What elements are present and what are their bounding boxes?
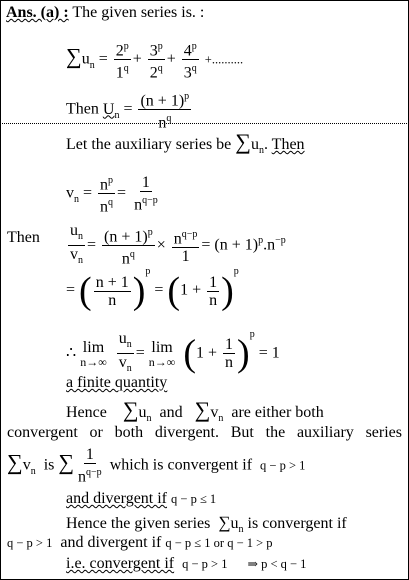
hence2-line: Hence the given series $\sum u_n$ is convergent if [66,513,347,536]
ratio-formula: $\frac{u_n}{v_n}$ = $\frac{(n + 1)^p}{n^q}$ × $\frac{n^{q-p}}{1}$ = $(n + 1)^p.n^{-p}$ [70,222,286,268]
lim-word-1: lim [82,338,105,356]
and-div-line [7,534,273,552]
vn-formula: $v_n$ = $\frac{n^p}{n^q}$ = $\frac{1}{n^{q-p}}$ [66,172,162,216]
cond-6: ⇒ p < q − 1 [247,557,307,571]
lim-word-2: lim [151,338,173,356]
term-3: $\frac{4^p}{3^q}$ [182,38,199,82]
then-label: Then [7,229,40,246]
given-series-formula: $\sum u_n$ = $\frac{2^p}{1^q}$ + $\frac{3^p}{2^q}$ + $\frac{4^p}{3^q}$ +.......... [66,38,243,82]
and-word: and [159,404,183,421]
ie-text: i.e. convergent if [66,555,175,572]
hence2-text: Hence the given series [66,515,211,532]
cond-3: q − p > 1 [7,536,53,550]
finite-text: a finite quantity [66,374,168,391]
term-1: $\frac{2^p}{1^q}$ [114,38,131,82]
then-text: Then [66,100,99,118]
hence-line: Hence $\sum u_n$ and $\sum v_n$ are either both [66,397,324,425]
hence-word: Hence [66,404,107,421]
div-text: and divergent if [66,490,168,507]
aux-intro: Let the auxiliary series be $\sum u_n$. Then [66,129,305,157]
aux-intro-text: Let the auxiliary series be [66,136,232,153]
series-tail: +.......... [204,52,244,67]
finite-quantity [66,374,167,392]
aux-then: Then [271,136,305,153]
are-either-both: are either both [231,404,324,421]
lim-under-2: n→∞ [148,354,176,369]
which-conv: which is convergent if [109,456,253,474]
simplified-ratio: = ( $\frac{n + 1}{n}$ )$^p$ = (1 + $\frac{1}{n}$ )$^p$ [66,266,239,312]
hence2-end: is convergent if [247,515,347,532]
cond-2: q − p ≤ 1 [171,492,217,506]
un-formula: Then $U_n$ = $\frac{(n + 1)^p}{n^q}$ [66,88,193,132]
un-numerator: (n + 1) [140,92,185,110]
answer-heading [6,4,204,22]
answer-label: Ans. (a) : [6,4,69,21]
un-symbol: U [102,100,115,118]
dotted-separator [0,123,409,124]
cond-5: q − p > 1 [182,557,228,571]
and-div-text: and divergent if [60,534,162,551]
therefore-symbol: ∴ [66,344,77,362]
aux-series-line: $\sum v_n$ is ∑ $\frac{1}{n^{q-p}}$ which is convergent if q − p > 1 [7,446,306,486]
answer-intro: The given series is. : [72,4,205,21]
cond-4: q − p ≤ 1 or q − 1 > p [165,536,273,550]
un-denominator: n [158,114,167,132]
lim-result: = 1 [258,344,280,362]
divergent-line [66,490,216,508]
cond-1: q − p > 1 [260,458,306,473]
limit-formula: ∴ lim n→∞ $\frac{u_n}{v_n}$ = lim n→∞ (1 + $\frac{1}{n}$ )$^p$ = 1 [66,329,280,375]
sigma-symbol: ∑ [66,43,82,69]
ie-line [66,555,306,573]
term-2: $\frac{3^p}{2^q}$ [148,38,165,82]
lim-under-1: n→∞ [80,354,107,369]
conv-div-line: convergent or both divergent. But the auxiliary series [7,424,402,441]
is-word: is [43,456,55,474]
